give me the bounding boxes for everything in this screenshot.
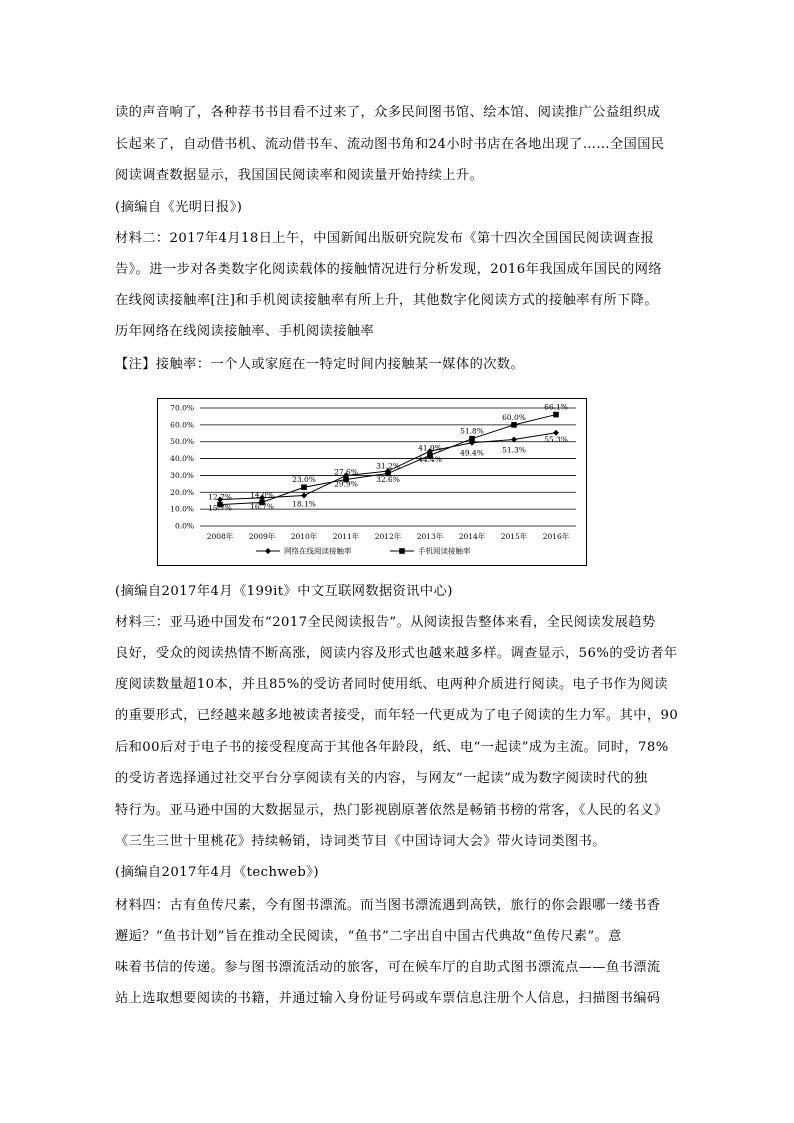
data-label: 14.0% [250, 490, 274, 500]
text-line: 材料二：2017年4月18日上午，中国新闻出版研究院发布《第十四次全国国民阅读调查报 [115, 231, 655, 246]
data-label: 51.3% [502, 445, 526, 455]
data-point-square [469, 436, 475, 442]
x-tick-label: 2014年 [458, 532, 486, 541]
y-tick-label: 30.0% [170, 470, 194, 480]
data-label: 27.6% [334, 467, 358, 477]
data-label: 60.0% [502, 412, 526, 422]
data-label: 44.4% [418, 455, 442, 465]
data-label: 29.9% [334, 479, 358, 489]
text-line: 特行为。亚马逊中国的大数据显示，热门影视剧原著依然是畅销书榜的常客，《人民的名义》 [115, 803, 668, 818]
legend-marker-diamond [265, 548, 271, 554]
x-tick-label: 2008年 [206, 532, 234, 541]
text-line: 后和00后对于电子书的接受程度高于其他各年龄段，纸、电“一起读”成为主流。同时，78% [115, 740, 669, 755]
text-line: 良好，受众的阅读热情不断高涨，阅读内容及形式也越来越多样。调查显示，56%的受访者年 [115, 646, 678, 661]
text-line: 味着书信的传递。参与图书漂流活动的旅客，可在候车厅的自助式图书漂流点——鱼书漂流 [115, 960, 661, 975]
text-line: (摘编自2017年4月《techweb》) [115, 865, 319, 880]
y-tick-label: 40.0% [170, 454, 194, 464]
text-line: 阅读调查数据显示，我国国民阅读率和阅读量开始持续上升。 [115, 168, 484, 183]
x-tick-label: 2010年 [290, 532, 318, 541]
text-line: (摘编自《光明日报》) [115, 200, 243, 215]
text-line: 读的声音响了，各种荐书书目看不过来了，众多民间图书馆、绘本馆、阅读推广公益组织成 [115, 105, 661, 120]
data-label: 55.3% [544, 434, 568, 444]
text-line: 《三生三世十里桃花》持续畅销，诗词类节目《中国诗词大会》带火诗词类图书。 [115, 834, 606, 849]
text-line: 长起来了，自动借书机、流动借书车、流动图书角和24小时书店在各地出现了……全国国民 [115, 137, 665, 152]
x-tick-label: 2013年 [416, 532, 444, 541]
x-tick-label: 2016年 [542, 532, 570, 541]
legend-marker-square [399, 548, 405, 554]
data-point-square [553, 412, 559, 418]
data-point-square [301, 484, 307, 490]
text-line: 站上选取想要阅读的书籍，并通过输入身份证号码或车票信息注册个人信息，扫描图书编码 [115, 991, 661, 1006]
x-tick-label: 2011年 [332, 532, 360, 541]
data-label: 41.9% [418, 443, 442, 453]
text-line: 的重要形式，已经越来越多地被读者接受，而年轻一代更成为了电子阅读的生力军。其中，90 [115, 708, 679, 723]
y-tick-label: 10.0% [170, 504, 194, 514]
x-tick-label: 2015年 [500, 532, 528, 541]
x-tick-label: 2012年 [374, 532, 402, 541]
legend-label: 手机阅读接触率 [418, 546, 471, 556]
data-label: 51.8% [460, 426, 484, 436]
text-line: 的受访者选择通过社交平台分享阅读有关的内容，与网友“一起读”成为数字阅读时代的独 [115, 771, 648, 786]
data-label: 18.1% [292, 499, 316, 509]
text-line: 历年网络在线阅读接触率、手机阅读接触率 [115, 324, 375, 339]
data-label: 23.0% [292, 475, 316, 485]
y-tick-label: 60.0% [170, 420, 194, 430]
y-tick-label: 50.0% [170, 437, 194, 447]
x-tick-label: 2009年 [248, 532, 276, 541]
text-line: 在线阅读接触率[注]和手机阅读接触率有所上升，其他数字化阅读方式的接触率有所下降。 [115, 293, 659, 308]
data-label: 16.7% [250, 501, 274, 511]
line-chart [157, 398, 587, 566]
text-line: 【注】接触率：一个人或家庭在一特定时间内接触某一媒体的次数。 [115, 357, 525, 372]
text-line: 邂逅？“鱼书计划”旨在推动全民阅读，“鱼书”二字出自中国古代典故“鱼传尺素”。意 [115, 929, 622, 944]
chart-svg [158, 399, 588, 567]
y-tick-label: 20.0% [170, 487, 194, 497]
legend-label: 网络在线阅读接触率 [284, 546, 352, 556]
text-line: 告》。进一步对各类数字化阅读载体的接触情况进行分析发现，2016年我国成年国民的网络 [115, 262, 662, 277]
data-label: 31.2% [376, 461, 400, 471]
data-label: 15.7% [208, 503, 232, 513]
text-line: 材料三：亚马逊中国发布“2017全民阅读报告”。从阅读报告整体来看，全民阅读发展趋势 [115, 615, 656, 630]
data-point-square [511, 422, 517, 428]
text-line: 材料四：古有鱼传尺素，今有图书漂流。而当图书漂流遇到高铁，旅行的你会跟哪一缕书香 [115, 898, 661, 913]
y-tick-label: 70.0% [170, 403, 194, 413]
data-point-diamond [301, 492, 307, 498]
text-line: (摘编自2017年4月《199it》中文互联网数据资讯中心) [115, 584, 453, 599]
y-tick-label: 0.0% [174, 521, 194, 531]
data-label: 32.6% [376, 475, 400, 485]
text-line: 度阅读数量超10本，并且85%的受访者同时使用纸、电两种介质进行阅读。电子书作为阅读 [115, 677, 668, 692]
data-label: 66.1% [544, 402, 568, 412]
data-label: 12.7% [208, 492, 232, 502]
data-label: 49.4% [460, 448, 484, 458]
